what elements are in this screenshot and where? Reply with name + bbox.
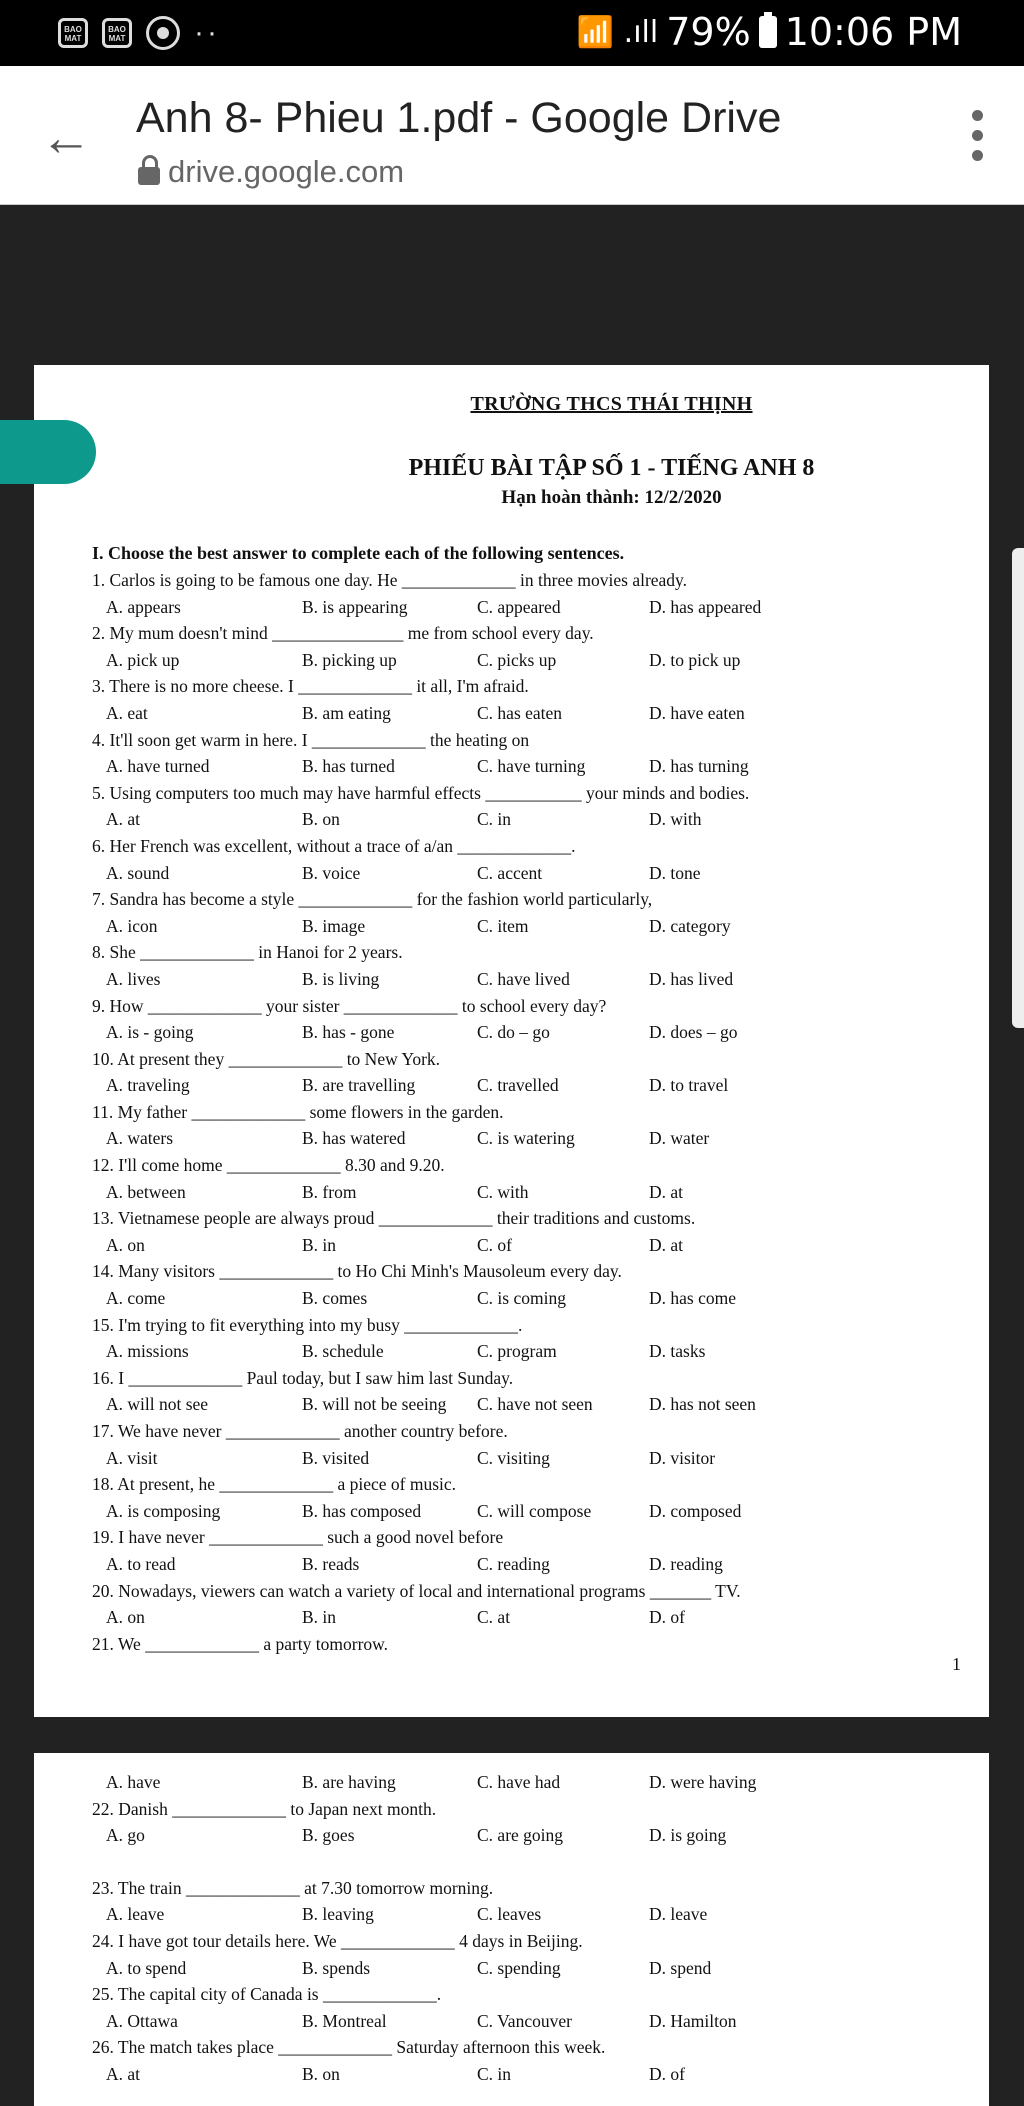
school-name: TRƯỜNG THCS THÁI THỊNH xyxy=(470,393,753,415)
answer-options xyxy=(92,700,952,727)
clock: 10:06 PM xyxy=(784,10,962,54)
url-bar[interactable] xyxy=(138,154,404,190)
option: C. spending xyxy=(477,1957,561,1978)
pdf-page-1 xyxy=(34,365,989,1717)
option: A. missions xyxy=(106,1341,189,1362)
answer-options xyxy=(92,1338,952,1365)
answer-options xyxy=(92,1232,952,1259)
option: D. to pick up xyxy=(649,649,741,670)
option: A. waters xyxy=(106,1128,174,1149)
answer-options xyxy=(92,1769,952,1796)
option: A. leave xyxy=(106,1904,165,1925)
secure-app-icon: BAO MAT xyxy=(58,18,88,48)
option: D. composed xyxy=(649,1500,742,1521)
answer-options xyxy=(92,1955,952,1982)
battery-percent: 79% xyxy=(666,10,751,54)
option: D. has appeared xyxy=(649,596,762,617)
option: C. leaves xyxy=(477,1904,542,1925)
question: 3. There is no more cheese. I _____________ it all, I'm afraid. xyxy=(92,676,529,697)
option: D. is going xyxy=(649,1825,727,1846)
answer-options xyxy=(92,1498,952,1525)
option: A. on xyxy=(106,1607,145,1628)
option: C. is watering xyxy=(477,1128,575,1149)
question: 23. The train _____________ at 7.30 tomorrow morning. xyxy=(92,1877,494,1898)
option: B. is living xyxy=(302,968,380,989)
option: C. accent xyxy=(477,862,543,883)
question: 10. At present they _____________ to New York. xyxy=(92,1048,441,1069)
option: D. reading xyxy=(649,1553,723,1574)
question: 15. I'm trying to fit everything into my busy _____________. xyxy=(92,1314,523,1335)
question: 13. Vietnamese people are always proud _____________ their traditions and customs. xyxy=(92,1208,696,1229)
option: B. are travelling xyxy=(302,1075,416,1096)
option: C. have turning xyxy=(477,756,586,777)
option: D. were having xyxy=(649,1772,757,1792)
option: C. picks up xyxy=(477,649,557,670)
option: B. has composed xyxy=(302,1500,422,1521)
option: A. pick up xyxy=(106,649,180,670)
option: B. reads xyxy=(302,1553,360,1574)
option: B. on xyxy=(302,809,340,830)
option: B. spends xyxy=(302,1957,371,1978)
secure-app-icon-2: BAO MAT xyxy=(102,18,132,48)
option: D. to travel xyxy=(649,1075,729,1096)
answer-options xyxy=(92,1125,952,1152)
option: D. Hamilton xyxy=(649,2010,737,2031)
option: B. picking up xyxy=(302,649,397,670)
option: C. have not seen xyxy=(477,1394,593,1415)
question: 8. She _____________ in Hanoi for 2 years. xyxy=(92,942,403,963)
answer-options xyxy=(92,1072,952,1099)
option: C. appeared xyxy=(477,596,561,617)
option: C. have had xyxy=(477,1772,561,1792)
question: 5. Using computers too much may have harmful effects ___________ your minds and bodies. xyxy=(92,782,750,803)
option: A. will not see xyxy=(106,1394,209,1415)
question: 24. I have got tour details here. We _____________ 4 days in Beijing. xyxy=(92,1930,583,1951)
question: 2. My mum doesn't mind _______________ me from school every day. xyxy=(92,623,594,644)
section-heading: I. Choose the best answer to complete each of the following sentences. xyxy=(92,543,625,563)
option: A. to spend xyxy=(106,1957,187,1978)
url-text: drive.google.com xyxy=(168,154,405,189)
option: A. is composing xyxy=(106,1500,221,1521)
option: C. in xyxy=(477,2063,512,2084)
status-bar xyxy=(0,0,1024,66)
option: B. are having xyxy=(302,1772,396,1792)
option: D. does – go xyxy=(649,1022,738,1043)
more-notifications-icon: ·· xyxy=(194,16,220,49)
option: C. with xyxy=(477,1181,529,1202)
option: C. visiting xyxy=(477,1447,550,1468)
more-options-icon[interactable] xyxy=(972,110,984,161)
option: B. schedule xyxy=(302,1341,384,1362)
option: D. spend xyxy=(649,1957,712,1978)
option: B. is appearing xyxy=(302,596,408,617)
option: B. leaving xyxy=(302,1904,374,1925)
question: 22. Danish _____________ to Japan next month. xyxy=(92,1798,437,1819)
worksheet-title: PHIẾU BÀI TẬP SỐ 1 - TIẾNG ANH 8 xyxy=(408,455,815,481)
pdf-page-2 xyxy=(34,1753,989,2106)
option: D. visitor xyxy=(649,1447,716,1468)
option: C. has eaten xyxy=(477,702,563,723)
option: C. item xyxy=(477,915,529,936)
option: B. has - gone xyxy=(302,1022,395,1043)
option: B. has turned xyxy=(302,756,395,777)
option: D. of xyxy=(649,2063,685,2084)
answer-options xyxy=(92,1445,952,1472)
answer-options xyxy=(92,2061,952,2088)
question-list-2 xyxy=(92,1769,952,2088)
option: B. comes xyxy=(302,1288,368,1309)
option: A. at xyxy=(106,809,141,830)
option: C. is coming xyxy=(477,1288,566,1309)
option: A. go xyxy=(106,1825,145,1846)
option: A. have xyxy=(106,1772,161,1792)
option: D. has not seen xyxy=(649,1394,756,1415)
question: 18. At present, he _____________ a piece of music. xyxy=(92,1474,457,1495)
option: B. in xyxy=(302,1234,337,1255)
option: A. Ottawa xyxy=(106,2010,178,2031)
question: 14. Many visitors _____________ to Ho Chi Minh's Mausoleum every day. xyxy=(92,1261,622,1282)
answer-options xyxy=(92,647,952,674)
option: A. eat xyxy=(106,702,148,723)
scrollbar[interactable] xyxy=(1012,548,1024,1028)
page-number: 1 xyxy=(952,1654,961,1674)
answer-options xyxy=(92,1551,952,1578)
option: D. tone xyxy=(649,862,701,883)
option: B. voice xyxy=(302,862,361,883)
option: C. will compose xyxy=(477,1500,592,1521)
answer-options xyxy=(92,860,952,887)
question: 21. We _____________ a party tomorrow. xyxy=(92,1633,389,1654)
option: B. visited xyxy=(302,1447,370,1468)
option: D. at xyxy=(649,1234,684,1255)
option: A. icon xyxy=(106,915,158,936)
answer-options xyxy=(92,1391,952,1418)
answer-options xyxy=(92,1019,952,1046)
option: A. traveling xyxy=(106,1075,190,1096)
question: 4. It'll soon get warm in here. I _____________ the heating on xyxy=(92,729,530,750)
option: D. tasks xyxy=(649,1341,706,1362)
option: B. Montreal xyxy=(302,2010,387,2031)
option: C. at xyxy=(477,1607,511,1628)
answer-options xyxy=(92,1604,952,1631)
option: C. in xyxy=(477,809,512,830)
answer-options xyxy=(92,1822,952,1849)
answer-options xyxy=(92,753,952,780)
back-arrow-icon[interactable]: ← xyxy=(40,109,92,167)
option: B. has watered xyxy=(302,1128,406,1149)
option: B. goes xyxy=(302,1825,355,1846)
option: A. lives xyxy=(106,968,161,989)
option: D. has lived xyxy=(649,968,734,989)
question: 19. I have never _____________ such a good novel before xyxy=(92,1527,504,1548)
option: C. reading xyxy=(477,1553,550,1574)
option: C. are going xyxy=(477,1825,564,1846)
question: 25. The capital city of Canada is _____________. xyxy=(92,1984,442,2005)
deadline: Hạn hoàn thành: 12/2/2020 xyxy=(501,487,722,508)
question: 17. We have never _____________ another country before. xyxy=(92,1421,508,1441)
page-title: Anh 8- Phieu 1.pdf - Google Drive xyxy=(136,94,782,142)
question-list xyxy=(92,567,952,1657)
battery-icon xyxy=(759,16,777,48)
answer-options xyxy=(92,1179,952,1206)
browser-toolbar xyxy=(0,66,1024,205)
option: D. category xyxy=(649,915,731,936)
option: A. come xyxy=(106,1288,166,1309)
question: 7. Sandra has become a style _____________ for the fashion world particularly, xyxy=(92,889,653,910)
option: B. am eating xyxy=(302,702,391,723)
option: D. at xyxy=(649,1181,684,1202)
option: C. travelled xyxy=(477,1075,559,1096)
option: B. on xyxy=(302,2063,340,2084)
option: A. have turned xyxy=(106,756,210,777)
question: 20. Nowadays, viewers can watch a variety of local and international programs _______ TV. xyxy=(92,1580,741,1601)
option: D. have eaten xyxy=(649,702,745,723)
answer-options xyxy=(92,806,952,833)
question: 6. Her French was excellent, without a trace of a/an _____________. xyxy=(92,835,576,856)
option: D. has come xyxy=(649,1288,736,1309)
question: 1. Carlos is going to be famous one day. He _____________ in three movies already. xyxy=(92,570,688,590)
option: A. is - going xyxy=(106,1022,194,1043)
option: A. sound xyxy=(106,862,170,883)
question: 9. How _____________ your sister _____________ to school every day? xyxy=(92,995,607,1016)
option: D. water xyxy=(649,1128,710,1149)
option: A. on xyxy=(106,1234,145,1255)
floating-action-button[interactable] xyxy=(0,420,96,484)
target-icon xyxy=(146,16,180,50)
answer-options xyxy=(92,966,952,993)
answer-options xyxy=(92,913,952,940)
wifi-signal-icon: 📶 .ıll xyxy=(576,14,659,50)
option: A. between xyxy=(106,1181,186,1202)
option: A. to read xyxy=(106,1553,176,1574)
question: 11. My father _____________ some flowers in the garden. xyxy=(92,1101,504,1122)
option: D. with xyxy=(649,809,702,830)
option: D. of xyxy=(649,1607,685,1628)
option: B. will not be seeing xyxy=(302,1394,447,1415)
option: A. at xyxy=(106,2063,141,2084)
option: B. image xyxy=(302,915,366,936)
answer-options xyxy=(92,1285,952,1312)
answer-options xyxy=(92,2008,952,2035)
question: 16. I _____________ Paul today, but I saw him last Sunday. xyxy=(92,1367,514,1388)
option: B. in xyxy=(302,1607,337,1628)
option: A. visit xyxy=(106,1447,158,1468)
option: C. of xyxy=(477,1234,512,1255)
option: D. has turning xyxy=(649,756,749,777)
option: C. Vancouver xyxy=(477,2010,572,2031)
option: C. do – go xyxy=(477,1022,550,1043)
option: B. from xyxy=(302,1181,357,1202)
option: C. program xyxy=(477,1341,557,1362)
option: A. appears xyxy=(106,596,181,617)
answer-options xyxy=(92,594,952,621)
option: D. leave xyxy=(649,1904,708,1925)
question: 12. I'll come home _____________ 8.30 and 9.20. xyxy=(92,1155,445,1176)
option: C. have lived xyxy=(477,968,570,989)
answer-options xyxy=(92,1901,952,1928)
lock-icon xyxy=(138,167,160,185)
question: 26. The match takes place _____________ Saturday afternoon this week. xyxy=(92,2037,606,2058)
